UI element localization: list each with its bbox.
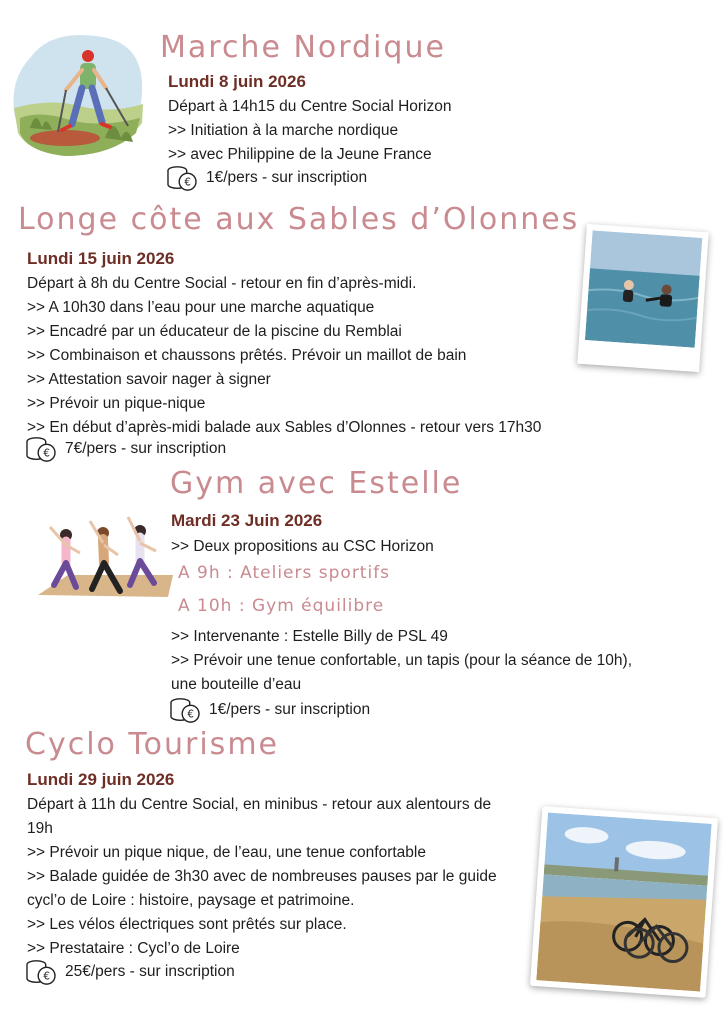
detail-line: cycl’o de Loire : histoire, paysage et patrimoine. bbox=[27, 892, 355, 909]
detail-line: >> Balade guidée de 3h30 avec de nombreuses pauses par le guide bbox=[27, 868, 497, 885]
section-title-gym: Gym avec Estelle bbox=[170, 466, 463, 501]
price-longe bbox=[25, 435, 226, 463]
detail-line: >> A 10h30 dans l’eau pour une marche aquatique bbox=[27, 299, 375, 316]
detail-line: >> avec Philippine de la Jeune France bbox=[168, 146, 432, 163]
coins-icon bbox=[169, 696, 201, 724]
price-text: 1€/pers - sur inscription bbox=[209, 701, 371, 718]
cyclo-details bbox=[27, 793, 497, 961]
section-date-gym: Mardi 23 Juin 2026 bbox=[171, 511, 323, 530]
bicycles-photo bbox=[530, 806, 718, 998]
detail-line: >> Les vélos électriques sont prêtés sur place. bbox=[27, 916, 347, 933]
nordic-walker-illustration bbox=[10, 28, 145, 158]
detail-line: >> Initiation à la marche nordique bbox=[168, 122, 399, 139]
detail-line: >> En début d’après-midi balade aux Sables d’Olonnes - retour vers 17h30 bbox=[27, 419, 542, 436]
price-cyclo bbox=[25, 958, 235, 986]
gym-session-2: A 10h : Gym équilibre bbox=[178, 596, 385, 616]
section-date-marche: Lundi 8 juin 2026 bbox=[168, 72, 306, 91]
detail-line: >> Prestataire : Cycl’o de Loire bbox=[27, 940, 240, 957]
detail-line: >> Intervenante : Estelle Billy de PSL 49 bbox=[171, 628, 448, 645]
detail-line: >> Prévoir un pique-nique bbox=[27, 395, 206, 412]
detail-line: Départ à 14h15 du Centre Social Horizon bbox=[168, 98, 452, 115]
detail-line: une bouteille d’eau bbox=[171, 676, 302, 693]
detail-line: >> Combinaison et chaussons prêtés. Prévoir un maillot de bain bbox=[27, 347, 467, 364]
section-date-longe: Lundi 15 juin 2026 bbox=[27, 249, 175, 268]
marche-details bbox=[168, 95, 451, 167]
sea-walkers-photo bbox=[577, 224, 708, 372]
coins-icon bbox=[166, 164, 198, 192]
longe-details bbox=[27, 272, 541, 440]
detail-line: >> Encadré par un éducateur de la piscine du Remblai bbox=[27, 323, 402, 340]
price-marche bbox=[166, 164, 367, 192]
price-text: 1€/pers - sur inscription bbox=[206, 169, 368, 186]
gym-session-1: A 9h : Ateliers sportifs bbox=[178, 563, 391, 583]
detail-line: >> Prévoir un pique nique, de l’eau, une tenue confortable bbox=[27, 844, 426, 861]
section-title-longe: Longe côte aux Sables d’Olonnes bbox=[18, 202, 580, 237]
coins-icon bbox=[25, 958, 57, 986]
coins-icon bbox=[25, 435, 57, 463]
section-date-cyclo: Lundi 29 juin 2026 bbox=[27, 770, 175, 789]
section-title-cyclo: Cyclo Tourisme bbox=[25, 727, 279, 762]
gym-people-illustration bbox=[28, 505, 178, 605]
detail-line: 19h bbox=[27, 820, 53, 837]
gym-details bbox=[171, 625, 632, 697]
detail-line: >> Prévoir une tenue confortable, un tapis (pour la séance de 10h), bbox=[171, 652, 632, 669]
price-text: 7€/pers - sur inscription bbox=[65, 440, 227, 457]
detail-line: Départ à 8h du Centre Social - retour en fin d’après-midi. bbox=[27, 275, 417, 292]
gym-intro: >> Deux propositions au CSC Horizon bbox=[171, 538, 434, 555]
section-title-marche: Marche Nordique bbox=[160, 30, 446, 65]
price-gym bbox=[169, 696, 370, 724]
detail-line: >> Attestation savoir nager à signer bbox=[27, 371, 271, 388]
price-text: 25€/pers - sur inscription bbox=[65, 963, 235, 980]
detail-line: Départ à 11h du Centre Social, en minibus - retour aux alentours de bbox=[27, 796, 492, 813]
